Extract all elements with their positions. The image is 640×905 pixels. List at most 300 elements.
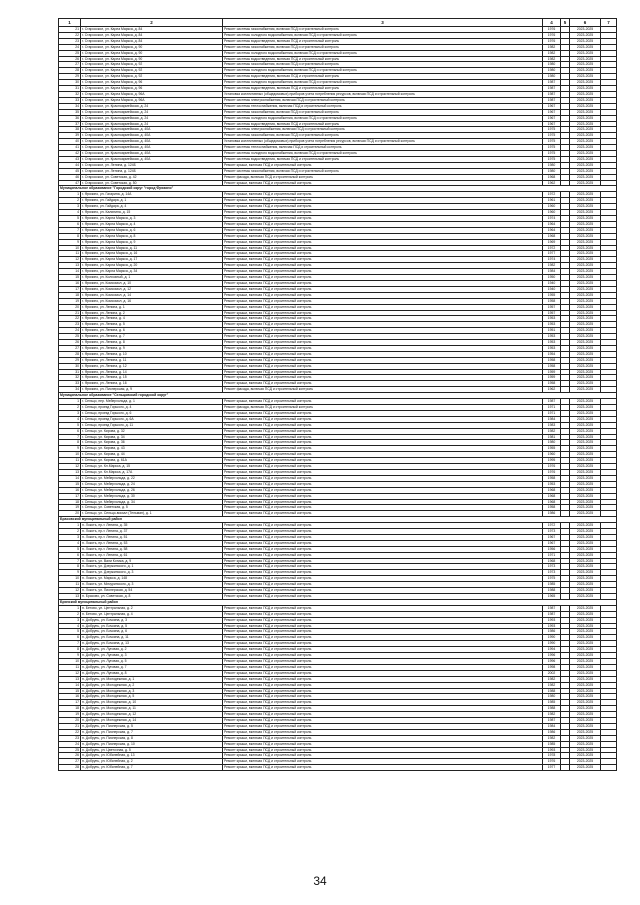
year-cell: 1996 bbox=[543, 653, 561, 659]
year-cell: 1990 bbox=[543, 635, 561, 641]
row-number-cell: 17 bbox=[59, 700, 81, 706]
year-cell: 1971 bbox=[543, 552, 561, 558]
header-cell-4: 4 bbox=[543, 19, 561, 27]
year-cell: 1976 bbox=[543, 469, 561, 475]
row-number-cell: 1 bbox=[59, 523, 81, 529]
work-type-cell: Ремонт крыши, включая ПСД и строительный контроль bbox=[223, 280, 543, 286]
address-cell: г. Фрязино, ул. Гайдара, д. 4 bbox=[81, 204, 223, 210]
period-cell: 2023-2025 bbox=[570, 133, 601, 139]
year-cell: 1969 bbox=[543, 239, 561, 245]
address-cell: г. Сельцо, ул. Кирова, д. 36 bbox=[81, 440, 223, 446]
address-cell: г. Старооскол, ул. Красноармейская, д. 24 bbox=[81, 115, 223, 121]
work-type-cell: Ремонт системы холодного водоснабжения, включая ПСД и строительный контроль bbox=[223, 32, 543, 38]
work-type-cell: Ремонт крыши, включая ПСД и строительный контроль bbox=[223, 198, 543, 204]
year-cell: 1982 bbox=[543, 676, 561, 682]
row-number-cell: 1 bbox=[59, 605, 81, 611]
row-number-cell: 7 bbox=[59, 558, 81, 564]
row-number-cell: 21 bbox=[59, 27, 81, 33]
year-cell: 1940 bbox=[543, 280, 561, 286]
address-cell: г. Сельцо, ул. Мейерхольда, д. 26 bbox=[81, 487, 223, 493]
year-cell: 1993 bbox=[543, 617, 561, 623]
row-number-cell: 9 bbox=[59, 653, 81, 659]
address-cell: п. Локоть, пр-т. Ленина, д. 37 bbox=[81, 529, 223, 535]
year-cell: 1967 bbox=[543, 121, 561, 127]
header-cell-7: 7 bbox=[601, 19, 617, 27]
address-cell: г. Сельцо, ул. Кл.Маркса, д. 15 bbox=[81, 464, 223, 470]
period-cell: 2023-2025 bbox=[570, 80, 601, 86]
period-cell: 2023-2025 bbox=[570, 505, 601, 511]
year-cell: 1987 bbox=[543, 97, 561, 103]
year-cell: 1962 bbox=[543, 180, 561, 186]
address-cell: п. Локоть, ул. Маркса, д. 148 bbox=[81, 576, 223, 582]
row-number-cell: 10 bbox=[59, 245, 81, 251]
address-cell: п. Локоть, ул. Пионерская, д. 54 bbox=[81, 588, 223, 594]
work-type-cell: Ремонт крыши, включая ПСД и строительный контроль bbox=[223, 729, 543, 735]
address-cell: г. Фрязино, ул. Комсомол, д. 10 bbox=[81, 280, 223, 286]
year-cell: 1980 bbox=[543, 694, 561, 700]
work-type-cell: Ремонт системы водоотведения, включая ПСД и строительный контроль bbox=[223, 121, 543, 127]
address-cell: г. Старооскол, ул. Красноармейская, д. 24 bbox=[81, 109, 223, 115]
period-cell: 2023-2025 bbox=[570, 263, 601, 269]
address-cell: г. Старооскол, ул. Красноармейская, д. 24 bbox=[81, 103, 223, 109]
row-number-cell: 2 bbox=[59, 405, 81, 411]
row-number-cell: 22 bbox=[59, 316, 81, 322]
work-type-cell: Ремонт системы газоснабжения, включая ПСД и строительный контроль bbox=[223, 133, 543, 139]
address-cell: г. Старооскол, ул. Красноармейская, д. 24 bbox=[81, 121, 223, 127]
period-cell: 2023-2025 bbox=[570, 86, 601, 92]
year-cell: 1988 bbox=[543, 588, 561, 594]
address-cell: г. Сельцо, ул. Кирова, д. 32 bbox=[81, 428, 223, 434]
period-cell: 2023-2025 bbox=[570, 351, 601, 357]
year-cell: 1995 bbox=[543, 458, 561, 464]
period-cell: 2023-2025 bbox=[570, 700, 601, 706]
address-cell: п. Добрунь, ул. Молодежная, д. 10 bbox=[81, 700, 223, 706]
work-type-cell: Ремонт крыши, включая ПСД и строительный контроль bbox=[223, 334, 543, 340]
row-number-cell: 12 bbox=[59, 670, 81, 676]
work-type-cell: Ремонт крыши, включая ПСД и строительный контроль bbox=[223, 328, 543, 334]
address-cell: п. Добрунь, ул. Молодежная, д. 1 bbox=[81, 676, 223, 682]
work-type-cell: Ремонт крыши, включая ПСД и строительный контроль bbox=[223, 481, 543, 487]
work-type-cell: Ремонт системы теплоснабжения, включая ПСД и строительный контроль bbox=[223, 145, 543, 151]
year-cell: 1964 bbox=[543, 221, 561, 227]
address-cell: г. Старооскол, ул. Карла Маркса, д. 96 bbox=[81, 80, 223, 86]
year-cell: 1993 bbox=[543, 747, 561, 753]
address-cell: п. Добрунь, ул. Бочкина, д. 3 bbox=[81, 617, 223, 623]
year-cell: 1977 bbox=[543, 251, 561, 257]
year-cell: 1990 bbox=[543, 641, 561, 647]
period-cell: 2023-2025 bbox=[570, 239, 601, 245]
period-cell: 2023-2025 bbox=[570, 410, 601, 416]
year-cell: 1975 bbox=[543, 139, 561, 145]
work-type-cell: Ремонт крыши, включая ПСД и строительный контроль bbox=[223, 511, 543, 517]
period-cell: 2023-2025 bbox=[570, 221, 601, 227]
work-type-cell: Ремонт крыши, включая ПСД и строительный контроль bbox=[223, 263, 543, 269]
address-cell: п. Добрунь, ул. Пионерская, д. 5 bbox=[81, 723, 223, 729]
work-type-cell: Ремонт крыши, включая ПСД и строительный контроль bbox=[223, 345, 543, 351]
row-number-cell: 13 bbox=[59, 594, 81, 600]
period-cell: 2023-2025 bbox=[570, 340, 601, 346]
year-cell: 1972 bbox=[543, 523, 561, 529]
work-type-cell: Ремонт крыши, включая ПСД и строительный контроль bbox=[223, 357, 543, 363]
address-cell: г. Старооскол, ул. Красноармейская, д. 40А bbox=[81, 156, 223, 162]
row-number-cell: 21 bbox=[59, 310, 81, 316]
address-cell: г. Фрязино, ул. Ленина, д. 2 bbox=[81, 310, 223, 316]
period-cell: 2023-2025 bbox=[570, 156, 601, 162]
work-type-cell: Ремонт крыши, включая ПСД и строительный контроль bbox=[223, 735, 543, 741]
address-cell: г. Фрязино, ул. Гагарина, д. 14А bbox=[81, 192, 223, 198]
year-cell: 1955 bbox=[543, 292, 561, 298]
row-number-cell: 3 bbox=[59, 534, 81, 540]
period-cell: 2023-2025 bbox=[570, 635, 601, 641]
row-number-cell: 3 bbox=[59, 410, 81, 416]
work-type-cell: Ремонт крыши, включая ПСД и строительный контроль bbox=[223, 493, 543, 499]
work-type-cell: Ремонт крыши, включая ПСД и строительный контроль bbox=[223, 723, 543, 729]
row-number-cell: 15 bbox=[59, 275, 81, 281]
row-number-cell: 12 bbox=[59, 257, 81, 263]
work-type-cell: Ремонт крыши, включая ПСД и строительный контроль bbox=[223, 629, 543, 635]
address-cell: г. Сельцо, проезд Горького, д. 6А bbox=[81, 416, 223, 422]
row-number-cell: 27 bbox=[59, 759, 81, 765]
row-number-cell: 28 bbox=[59, 351, 81, 357]
year-cell: 1967 bbox=[543, 103, 561, 109]
work-type-cell: Ремонт системы газоснабжения, включая ПСД и строительный контроль bbox=[223, 109, 543, 115]
address-cell: г. Старооскол, ул. Карла Маркса, д. 96 bbox=[81, 86, 223, 92]
period-cell: 2023-2025 bbox=[570, 405, 601, 411]
work-type-cell: Ремонт крыши, включая ПСД и строительный контроль bbox=[223, 588, 543, 594]
period-cell: 2023-2025 bbox=[570, 641, 601, 647]
address-cell: п. Добрунь, ул. Цветочная, д. 5 bbox=[81, 747, 223, 753]
header-cell-2: 2 bbox=[81, 19, 223, 27]
address-cell: п. Добрунь, ул. Пионерская, д. 7 bbox=[81, 729, 223, 735]
work-type-cell: Ремонт крыши, включая ПСД и строительный контроль bbox=[223, 664, 543, 670]
year-cell: 1994 bbox=[543, 647, 561, 653]
year-cell: 1968 bbox=[543, 558, 561, 564]
period-cell: 2023-2025 bbox=[570, 653, 601, 659]
period-cell: 2023-2025 bbox=[570, 275, 601, 281]
work-type-cell: Ремонт крыши, включая ПСД и строительный контроль bbox=[223, 718, 543, 724]
year-cell: 1980 bbox=[543, 74, 561, 80]
work-type-cell: Ремонт крыши, включая ПСД и строительный контроль bbox=[223, 505, 543, 511]
work-type-cell: Ремонт крыши, включая ПСД и строительный контроль bbox=[223, 582, 543, 588]
row-number-cell: 4 bbox=[59, 210, 81, 216]
row-number-cell: 8 bbox=[59, 647, 81, 653]
row-number-cell: 25 bbox=[59, 334, 81, 340]
work-type-cell: Ремонт крыши, включая ПСД и строительный контроль bbox=[223, 192, 543, 198]
work-type-cell: Ремонт крыши, включая ПСД и строительный контроль bbox=[223, 688, 543, 694]
row-number-cell: 11 bbox=[59, 664, 81, 670]
row-number-cell: 34 bbox=[59, 387, 81, 393]
row-number-cell: 10 bbox=[59, 452, 81, 458]
year-cell: 1973 bbox=[543, 570, 561, 576]
period-cell: 2023-2025 bbox=[570, 712, 601, 718]
period-cell: 2023-2025 bbox=[570, 422, 601, 428]
period-cell: 2023-2025 bbox=[570, 174, 601, 180]
row-number-cell: 4 bbox=[59, 416, 81, 422]
period-cell: 2023-2025 bbox=[570, 475, 601, 481]
section-title: Муниципальное образование "Городской округ "город Фрязино" bbox=[59, 186, 617, 192]
work-type-cell: Ремонт крыши, включая ПСД и строительный контроль bbox=[223, 227, 543, 233]
year-cell: 1981 bbox=[543, 434, 561, 440]
period-cell: 2023-2025 bbox=[570, 617, 601, 623]
address-cell: г. Сельцо, ул. Кирова, д. 43 bbox=[81, 446, 223, 452]
work-type-cell: Ремонт крыши, включая ПСД и строительный контроль bbox=[223, 469, 543, 475]
work-type-cell: Ремонт системы водоотведения, включая ПСД и строительный контроль bbox=[223, 86, 543, 92]
year-cell: 1984 bbox=[543, 723, 561, 729]
address-cell: г. Фрязино, ул. Ленина, д. 16 bbox=[81, 381, 223, 387]
work-type-cell: Ремонт крыши, включая ПСД и строительный контроль bbox=[223, 251, 543, 257]
work-type-cell: Ремонт крыши, включая ПСД и строительный контроль bbox=[223, 210, 543, 216]
year-cell: 1987 bbox=[543, 611, 561, 617]
row-number-cell: 26 bbox=[59, 340, 81, 346]
period-cell: 2023-2025 bbox=[570, 363, 601, 369]
period-cell: 2023-2025 bbox=[570, 481, 601, 487]
year-cell: 1968 bbox=[543, 174, 561, 180]
period-cell: 2023-2025 bbox=[570, 469, 601, 475]
work-type-cell: Ремонт крыши, включая ПСД и строительный контроль bbox=[223, 464, 543, 470]
address-cell: г. Сельцо, ул. Мейерхольда, д. 22 bbox=[81, 475, 223, 481]
period-cell: 2023-2025 bbox=[570, 316, 601, 322]
address-cell: г. Фрязино, ул. Карла Маркса, д. 16 bbox=[81, 251, 223, 257]
year-cell: 1975 bbox=[543, 127, 561, 133]
work-type-cell: Ремонт крыши, включая ПСД и строительный контроль bbox=[223, 233, 543, 239]
row-number-cell: 6 bbox=[59, 552, 81, 558]
year-cell: 1965 bbox=[543, 594, 561, 600]
period-cell: 2023-2025 bbox=[570, 56, 601, 62]
address-cell: п. Локоть, ул. Вали Котика, д. 9 bbox=[81, 558, 223, 564]
address-cell: г. Сельцо, проезд Горького, д. 4 bbox=[81, 405, 223, 411]
address-cell: п. Локоть, ул. Дзержинского, д. 1 bbox=[81, 564, 223, 570]
year-cell: 1980 bbox=[543, 68, 561, 74]
work-type-cell: Ремонт крыши, включая ПСД и строительный контроль bbox=[223, 594, 543, 600]
work-type-cell: Ремонт системы водоотведения, включая ПСД и строительный контроль bbox=[223, 156, 543, 162]
work-type-cell: Ремонт крыши, включая ПСД и строительный контроль bbox=[223, 670, 543, 676]
period-cell: 2023-2025 bbox=[570, 670, 601, 676]
period-cell: 2023-2025 bbox=[570, 605, 601, 611]
work-type-cell: Ремонт крыши, включая ПСД и строительный контроль bbox=[223, 340, 543, 346]
year-cell: 1960 bbox=[543, 452, 561, 458]
row-number-cell: 29 bbox=[59, 357, 81, 363]
row-number-cell: 28 bbox=[59, 765, 81, 771]
work-type-cell: Ремонт крыши, включая ПСД и строительный контроль bbox=[223, 428, 543, 434]
work-type-cell: Ремонт крыши, включая ПСД и строительный контроль bbox=[223, 440, 543, 446]
row-number-cell: 39 bbox=[59, 133, 81, 139]
row-number-cell: 47 bbox=[59, 180, 81, 186]
year-cell: 1993 bbox=[543, 623, 561, 629]
work-type-cell: Ремонт крыши, включая ПСД и строительный контроль bbox=[223, 623, 543, 629]
period-cell: 2023-2025 bbox=[570, 765, 601, 771]
row-number-cell: 9 bbox=[59, 570, 81, 576]
address-cell: г. Фрязино, ул. Ленина, д. 6 bbox=[81, 328, 223, 334]
year-cell: 1985 bbox=[543, 582, 561, 588]
row-number-cell: 43 bbox=[59, 156, 81, 162]
header-cell-3: 3 bbox=[223, 19, 543, 27]
address-cell: п. Локоть, пр-т. Ленина, д. 51 bbox=[81, 534, 223, 540]
period-cell: 2023-2025 bbox=[570, 298, 601, 304]
year-cell: 1982 bbox=[543, 56, 561, 62]
year-cell: 1958 bbox=[543, 505, 561, 511]
work-type-cell: Ремонт крыши, включая ПСД и строительный контроль bbox=[223, 257, 543, 263]
row-number-cell: 6 bbox=[59, 221, 81, 227]
period-cell: 2023-2025 bbox=[570, 464, 601, 470]
row-number-cell: 9 bbox=[59, 446, 81, 452]
period-cell: 2023-2025 bbox=[570, 446, 601, 452]
period-cell: 2023-2025 bbox=[570, 688, 601, 694]
year-cell: 1951 bbox=[543, 328, 561, 334]
work-type-cell: Ремонт крыши, включая ПСД и строительный контроль bbox=[223, 552, 543, 558]
year-cell: 1972 bbox=[543, 192, 561, 198]
address-cell: г. Старооскол, ул. Красноармейская, д. 40А bbox=[81, 139, 223, 145]
address-cell: г. Фрязино, ул. Колхозный, д. 1 bbox=[81, 275, 223, 281]
work-type-cell: Ремонт крыши, включая ПСД и строительный контроль bbox=[223, 369, 543, 375]
period-cell: 2023-2025 bbox=[570, 570, 601, 576]
address-cell: г. Фрязино, ул. Карла Маркса, д. 6 bbox=[81, 227, 223, 233]
period-cell: 2023-2025 bbox=[570, 292, 601, 298]
period-cell: 2023-2025 bbox=[570, 91, 601, 97]
year-cell: 1975 bbox=[543, 145, 561, 151]
address-cell: п. Добрунь, ул. Пионерская, д. 8 bbox=[81, 735, 223, 741]
year-cell: 1986 bbox=[543, 629, 561, 635]
row-number-cell: 8 bbox=[59, 564, 81, 570]
row-number-cell: 40 bbox=[59, 139, 81, 145]
year-cell: 1961 bbox=[543, 198, 561, 204]
work-type-cell: Ремонт системы холодного водоснабжения, включая ПСД и строительный контроль bbox=[223, 80, 543, 86]
period-cell: 2023-2025 bbox=[570, 729, 601, 735]
address-cell: г. Фрязино, ул. Комсомол, д. 16 bbox=[81, 298, 223, 304]
period-cell: 2023-2025 bbox=[570, 210, 601, 216]
address-cell: п. Брасово, ул. Советская, д. 8 bbox=[81, 594, 223, 600]
period-cell: 2023-2025 bbox=[570, 127, 601, 133]
period-cell: 2023-2025 bbox=[570, 369, 601, 375]
address-cell: г. Старооскол, ул. Карла Маркса, д. 84 bbox=[81, 27, 223, 33]
work-type-cell: Ремонт крыши, включая ПСД и строительный контроль bbox=[223, 292, 543, 298]
row-number-cell: 6 bbox=[59, 428, 81, 434]
year-cell: 1957 bbox=[543, 310, 561, 316]
address-cell: г. Старооскол, ул. Красноармейская, д. 40А bbox=[81, 127, 223, 133]
period-cell: 2023-2025 bbox=[570, 682, 601, 688]
work-type-cell: Ремонт крыши, включая ПСД и строительный контроль bbox=[223, 286, 543, 292]
address-cell: п. Добрунь, ул. Юбилейная, д. 2 bbox=[81, 759, 223, 765]
row-number-cell: 31 bbox=[59, 86, 81, 92]
year-cell: 1987 bbox=[543, 86, 561, 92]
year-cell: 1953 bbox=[543, 481, 561, 487]
year-cell: 1956 bbox=[543, 546, 561, 552]
year-cell: 1998 bbox=[543, 664, 561, 670]
period-cell: 2023-2025 bbox=[570, 694, 601, 700]
year-cell: 1982 bbox=[543, 682, 561, 688]
row-number-cell: 10 bbox=[59, 658, 81, 664]
row-number-cell: 18 bbox=[59, 499, 81, 505]
period-cell: 2023-2025 bbox=[570, 168, 601, 174]
work-type-cell: Ремонт крыши, включая ПСД и строительный контроль bbox=[223, 245, 543, 251]
year-cell: 1975 bbox=[543, 151, 561, 157]
row-number-cell: 4 bbox=[59, 623, 81, 629]
address-cell: п. Добрунь, ул. Луговая, д. 2 bbox=[81, 647, 223, 653]
period-cell: 2023-2025 bbox=[570, 115, 601, 121]
period-cell: 2023-2025 bbox=[570, 151, 601, 157]
work-type-cell: Ремонт крыши, включая ПСД и строительный контроль bbox=[223, 765, 543, 771]
address-cell: г. Фрязино, ул. Комсомол, д. 14 bbox=[81, 292, 223, 298]
address-cell: п. Добрунь, ул. Молодежная, д. 12 bbox=[81, 712, 223, 718]
row-number-cell: 5 bbox=[59, 546, 81, 552]
work-type-cell: Ремонт крыши, включая ПСД и строительный контроль bbox=[223, 363, 543, 369]
year-cell: 1968 bbox=[543, 499, 561, 505]
row-number-cell: 11 bbox=[59, 458, 81, 464]
work-type-cell: Ремонт крыши, включая ПСД и строительный контроль bbox=[223, 381, 543, 387]
work-type-cell: Ремонт системы теплоснабжения, включая ПСД и строительный контроль bbox=[223, 103, 543, 109]
row-number-cell: 12 bbox=[59, 464, 81, 470]
address-cell: г. Фрязино, ул. Ленина, д. 1 bbox=[81, 304, 223, 310]
work-type-cell: Ремонт крыши, включая ПСД и строительный контроль bbox=[223, 700, 543, 706]
work-type-cell: Ремонт крыши, включая ПСД и строительный контроль bbox=[223, 529, 543, 535]
year-cell: 1976 bbox=[543, 32, 561, 38]
address-cell: г. Старооскол, ул. Карла Маркса, д. 96А bbox=[81, 97, 223, 103]
year-cell: 1953 bbox=[543, 334, 561, 340]
row-number-cell: 22 bbox=[59, 32, 81, 38]
row-number-cell: 15 bbox=[59, 688, 81, 694]
period-cell: 2023-2025 bbox=[570, 416, 601, 422]
row-number-cell: 8 bbox=[59, 233, 81, 239]
column-number-header-row bbox=[59, 19, 617, 27]
period-cell: 2023-2025 bbox=[570, 664, 601, 670]
row-number-cell: 25 bbox=[59, 50, 81, 56]
work-type-cell: Ремонт крыши, включая ПСД и строительный контроль bbox=[223, 611, 543, 617]
work-type-cell: Ремонт крыши, включая ПСД и строительный контроль bbox=[223, 546, 543, 552]
address-cell: г. Сельцо, ул. Мейерхольда, д. 30 bbox=[81, 493, 223, 499]
year-cell: 1972 bbox=[543, 245, 561, 251]
period-cell: 2023-2025 bbox=[570, 50, 601, 56]
address-cell: п. Локоть, ул. Мичуринского, д. 3 bbox=[81, 582, 223, 588]
work-type-cell: Ремонт фасада, включая ПСД и строительный контроль bbox=[223, 174, 543, 180]
address-cell: г. Фрязино, ул. Ленина, д. 8 bbox=[81, 340, 223, 346]
address-cell: г. Сельцо, ул. Советская, д. 5 bbox=[81, 505, 223, 511]
address-cell: п. Локоть, пр-т. Ленина, д. 53 bbox=[81, 540, 223, 546]
work-type-cell: Ремонт крыши, включая ПСД и строительный контроль bbox=[223, 676, 543, 682]
year-cell: 1960 bbox=[543, 204, 561, 210]
year-cell: 1982 bbox=[543, 712, 561, 718]
year-cell: 1982 bbox=[543, 735, 561, 741]
header-cell-5: 5 bbox=[561, 19, 570, 27]
address-cell: п. Бетово, ул. Центральная, д. 2 bbox=[81, 605, 223, 611]
address-cell: г. Фрязино, ул. Карла Маркса, д. 17 bbox=[81, 257, 223, 263]
row-number-cell: 11 bbox=[59, 251, 81, 257]
address-cell: г. Старооскол, ул. Карла Маркса, д. 92 bbox=[81, 62, 223, 68]
year-cell: 1971 bbox=[543, 405, 561, 411]
year-cell: 1987 bbox=[543, 718, 561, 724]
row-number-cell: 7 bbox=[59, 227, 81, 233]
work-type-cell: Ремонт системы газоснабжения, включая ПСД и строительный контроль bbox=[223, 27, 543, 33]
row-number-cell: 13 bbox=[59, 676, 81, 682]
year-cell: 1987 bbox=[543, 91, 561, 97]
year-cell: 1968 bbox=[543, 487, 561, 493]
address-cell: г. Фрязино, ул. Ленина, д. 9 bbox=[81, 345, 223, 351]
row-number-cell: 7 bbox=[59, 434, 81, 440]
address-cell: г. Фрязино, ул. Ленина, д. 5 bbox=[81, 322, 223, 328]
row-number-cell: 24 bbox=[59, 741, 81, 747]
period-cell: 2023-2025 bbox=[570, 552, 601, 558]
work-type-cell: Ремонт крыши, включая ПСД и строительный контроль bbox=[223, 316, 543, 322]
address-cell: п. Добрунь, ул. Юбилейная, д. 13 bbox=[81, 753, 223, 759]
row-number-cell: 29 bbox=[59, 74, 81, 80]
address-cell: г. Фрязино, ул. Карла Маркса, д. 34 bbox=[81, 269, 223, 275]
period-cell: 2023-2025 bbox=[570, 759, 601, 765]
work-type-cell: Ремонт системы водоотведения, включая ПСД и строительный контроль bbox=[223, 74, 543, 80]
work-type-cell: Ремонт системы газоснабжения, включая ПСД и строительный контроль bbox=[223, 44, 543, 50]
year-cell: 1976 bbox=[543, 464, 561, 470]
row-number-cell: 4 bbox=[59, 540, 81, 546]
work-type-cell: Ремонт крыши, включая ПСД и строительный контроль bbox=[223, 647, 543, 653]
year-cell: 1976 bbox=[543, 38, 561, 44]
row-number-cell: 36 bbox=[59, 115, 81, 121]
